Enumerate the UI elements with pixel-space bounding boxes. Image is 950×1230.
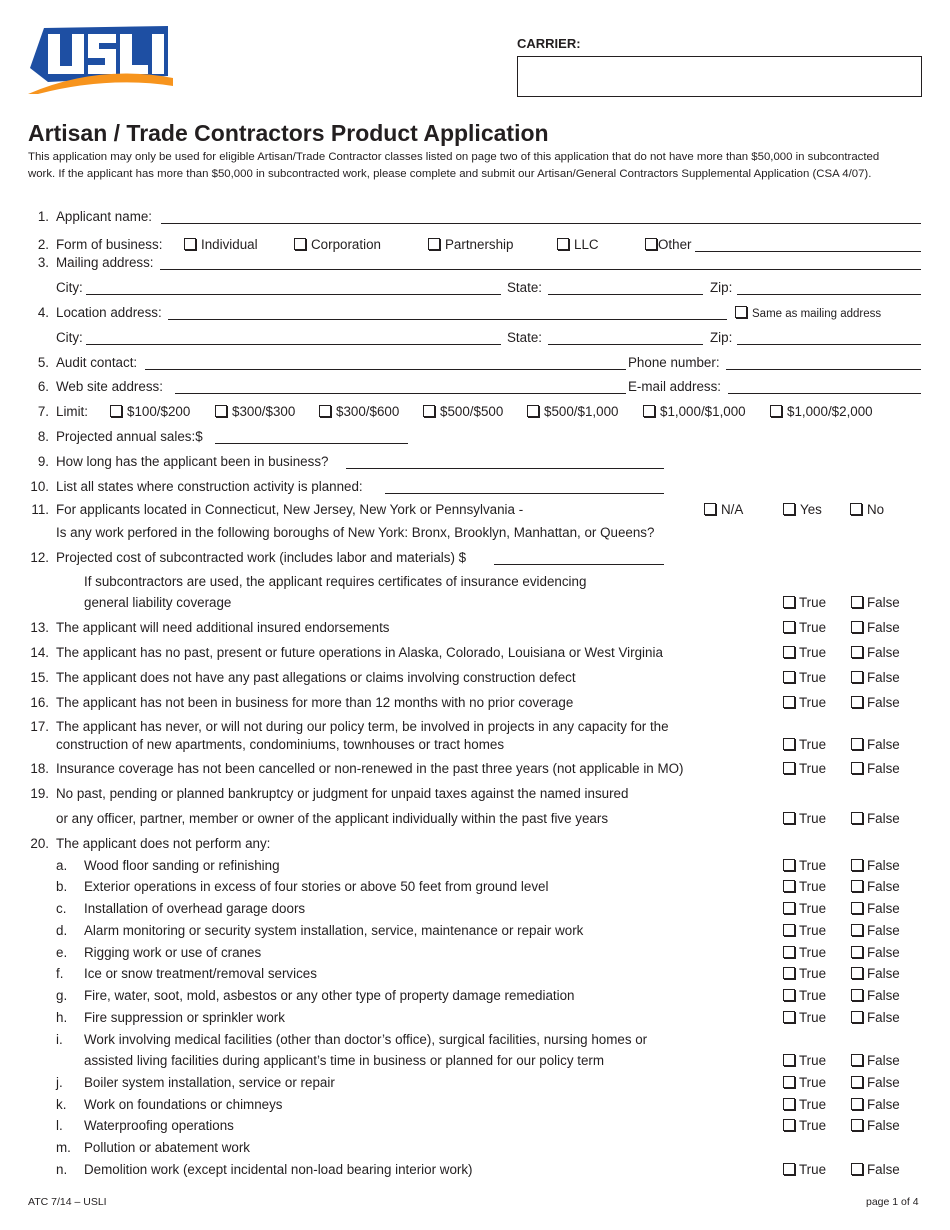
q12-sub-line1: If subcontractors are used, the applicant requires certificates of insurance evidencing: [84, 574, 587, 589]
website-field[interactable]: [175, 393, 626, 394]
checkbox[interactable]: [851, 1011, 863, 1023]
q2-number: 2.: [37, 237, 49, 252]
q2-label: Form of business:: [56, 237, 163, 252]
q1-number: 1.: [37, 209, 49, 224]
q10-label: List all states where construction activity is planned:: [56, 479, 363, 494]
q20k-letter: k.: [56, 1097, 67, 1112]
q20f-letter: f.: [56, 966, 64, 981]
audit-contact-field[interactable]: [145, 369, 626, 370]
q20i-letter: i.: [56, 1032, 63, 1047]
q11-no-option[interactable]: No: [850, 502, 884, 517]
q14-false-option[interactable]: False: [851, 645, 900, 660]
q20g-true-option[interactable]: True: [783, 988, 826, 1003]
usli-logo: [28, 24, 174, 99]
q19-true-option[interactable]: True: [783, 811, 826, 826]
checkbox[interactable]: [783, 924, 795, 936]
q16-true-option[interactable]: True: [783, 695, 826, 710]
q20j-text: Boiler system installation, service or repair: [84, 1075, 335, 1090]
q13-true-option[interactable]: True: [783, 620, 826, 635]
checkbox[interactable]: [783, 1011, 795, 1023]
q20k-false-option[interactable]: False: [851, 1097, 900, 1112]
mailing-zip-field[interactable]: [737, 294, 921, 295]
q3-label: Mailing address:: [56, 255, 154, 270]
q3-number: 3.: [37, 255, 49, 270]
q8-label: Projected annual sales:$: [56, 429, 203, 444]
q20e-letter: e.: [56, 945, 68, 960]
checkbox[interactable]: [851, 1098, 863, 1110]
checkbox[interactable]: [783, 880, 795, 892]
q20n-true-option[interactable]: True: [783, 1162, 826, 1177]
q12-true-option[interactable]: True: [783, 595, 826, 610]
q15-true-option[interactable]: True: [783, 670, 826, 685]
other-business-field[interactable]: [695, 251, 921, 252]
checkbox[interactable]: [851, 946, 863, 958]
q20b-true-option[interactable]: True: [783, 879, 826, 894]
location-address-field[interactable]: [168, 319, 727, 320]
checkbox[interactable]: [704, 503, 716, 515]
q20c-true-option[interactable]: True: [783, 901, 826, 916]
q20d-letter: d.: [56, 923, 68, 938]
checkbox[interactable]: [783, 859, 795, 871]
checkbox[interactable]: [783, 596, 795, 608]
q1-label: Applicant name:: [56, 209, 153, 224]
checkbox[interactable]: [294, 238, 306, 250]
page-number: page 1 of 4: [866, 1196, 919, 1208]
limit-300-300[interactable]: $300/$300: [215, 404, 295, 419]
checkbox[interactable]: [851, 621, 863, 633]
q20a-letter: a.: [56, 858, 68, 873]
checkbox[interactable]: [783, 671, 795, 683]
q20g-letter: g.: [56, 988, 68, 1003]
q14-text: The applicant has no past, present or future operations in Alaska, Colorado, Louisiana or West Virginia: [56, 645, 663, 660]
q20i-false-option[interactable]: False: [851, 1053, 900, 1068]
q10-number: 10.: [30, 479, 49, 494]
checkbox[interactable]: [184, 238, 196, 250]
q20j-false-option[interactable]: False: [851, 1075, 900, 1090]
intro-text: This application may only be used for eligible Artisan/Trade Contractor classes listed on page two of this application that do not have more than $50,000 in subcontracted work. If the applicant has more than $50,000 in subcontracted work, please complete and submit our Artisan/General Contractors Supplemental Application (CSA 4/07).: [28, 151, 880, 180]
checkbox[interactable]: [783, 967, 795, 979]
mailing-state-label: State:: [507, 280, 542, 295]
projected-sales-field[interactable]: [215, 443, 408, 444]
mailing-address-field[interactable]: [160, 269, 921, 270]
q6-label: Web site address:: [56, 379, 163, 394]
q13-false-option[interactable]: False: [851, 620, 900, 635]
checkbox[interactable]: [783, 902, 795, 914]
checkbox[interactable]: [851, 596, 863, 608]
q12-sub-line2: general liability coverage: [84, 595, 232, 610]
mailing-city-field[interactable]: [86, 294, 501, 295]
q4-number: 4.: [37, 305, 49, 320]
q4-label: Location address:: [56, 305, 162, 320]
q9-number: 9.: [37, 454, 49, 469]
checkbox[interactable]: [319, 405, 331, 417]
q9-label: How long has the applicant been in business?: [56, 454, 329, 469]
checkbox[interactable]: [527, 405, 539, 417]
q20i-text2: assisted living facilities during applicant’s time in business or planned for our policy term: [84, 1053, 605, 1068]
checkbox[interactable]: [215, 405, 227, 417]
q11-yes-option[interactable]: Yes: [783, 502, 822, 517]
email-field[interactable]: [728, 393, 921, 394]
limit-500-500[interactable]: $500/$500: [423, 404, 503, 419]
q11-na-option[interactable]: N/A: [704, 502, 743, 517]
mailing-state-field[interactable]: [548, 294, 703, 295]
checkbox[interactable]: [851, 924, 863, 936]
q18-text: Insurance coverage has not been cancelled or non-renewed in the past three years (not applicable in MO): [56, 761, 684, 776]
q11-line2: Is any work perfored in the following boroughs of New York: Bronx, Brooklyn, Manhattan, or Queens?: [56, 525, 655, 540]
option-llc[interactable]: LLC: [557, 237, 599, 252]
limit-300-600[interactable]: $300/$600: [319, 404, 399, 419]
q20h-text: Fire suppression or sprinkler work: [84, 1010, 285, 1025]
option-partnership[interactable]: Partnership: [428, 237, 513, 252]
q20d-true-option[interactable]: True: [783, 923, 826, 938]
carrier-label: CARRIER:: [517, 36, 581, 51]
checkbox[interactable]: [851, 1054, 863, 1066]
checkbox[interactable]: [783, 1054, 795, 1066]
checkbox[interactable]: [851, 738, 863, 750]
q18-true-option[interactable]: True: [783, 761, 826, 776]
q8-number: 8.: [37, 429, 49, 444]
q20h-letter: h.: [56, 1010, 68, 1025]
q19-line2: or any officer, partner, member or owner of the applicant individually within the past five years: [56, 811, 609, 826]
q20f-text: Ice or snow treatment/removal services: [84, 966, 317, 981]
q17-true-option[interactable]: True: [783, 737, 826, 752]
limit-100-200[interactable]: $100/$200: [110, 404, 190, 419]
q20i-text: Work involving medical facilities (other than doctor’s office), surgical facilities, nursing homes or: [84, 1032, 648, 1047]
checkbox[interactable]: [851, 1076, 863, 1088]
checkbox[interactable]: [783, 738, 795, 750]
same-as-mailing-option[interactable]: Same as mailing address: [735, 306, 881, 320]
checkbox[interactable]: [783, 1076, 795, 1088]
checkbox[interactable]: [783, 762, 795, 774]
q20a-false-option[interactable]: False: [851, 858, 900, 873]
q15-false-option[interactable]: False: [851, 670, 900, 685]
q20b-letter: b.: [56, 879, 68, 894]
form-code: ATC 7/14 – USLI: [28, 1196, 107, 1208]
q20e-false-option[interactable]: False: [851, 945, 900, 960]
q19-line1: No past, pending or planned bankruptcy or judgment for unpaid taxes against the named insured: [56, 786, 629, 801]
q20n-letter: n.: [56, 1162, 68, 1177]
checkbox[interactable]: [851, 696, 863, 708]
q20g-text: Fire, water, soot, mold, asbestos or any other type of property damage remediation: [84, 988, 575, 1003]
q17-number: 17.: [30, 719, 49, 734]
q13-number: 13.: [30, 620, 49, 635]
q19-false-option[interactable]: False: [851, 811, 900, 826]
checkbox[interactable]: [851, 989, 863, 1001]
location-city-label: City:: [56, 330, 83, 345]
q5-label: Audit contact:: [56, 355, 138, 370]
checkbox[interactable]: [783, 621, 795, 633]
location-zip-field[interactable]: [737, 344, 921, 345]
location-city-field[interactable]: [86, 344, 501, 345]
checkbox[interactable]: [851, 762, 863, 774]
q20j-letter: j.: [56, 1075, 63, 1090]
checkbox[interactable]: [783, 812, 795, 824]
q18-number: 18.: [30, 761, 49, 776]
q6-number: 6.: [37, 379, 49, 394]
checkbox[interactable]: [851, 880, 863, 892]
q17-false-option[interactable]: False: [851, 737, 900, 752]
checkbox[interactable]: [557, 238, 569, 250]
q17-line2: construction of new apartments, condominiums, townhouses or tract homes: [56, 737, 505, 752]
carrier-input[interactable]: [517, 56, 922, 97]
checkbox[interactable]: [851, 902, 863, 914]
q13-text: The applicant will need additional insured endorsements: [56, 620, 390, 635]
q20l-false-option[interactable]: False: [851, 1118, 900, 1133]
checkbox[interactable]: [783, 1163, 795, 1175]
q20b-false-option[interactable]: False: [851, 879, 900, 894]
q11-number: 11.: [31, 502, 49, 517]
applicant-name-field[interactable]: [161, 223, 921, 224]
q20g-false-option[interactable]: False: [851, 988, 900, 1003]
option-other[interactable]: Other: [645, 237, 692, 252]
q18-false-option[interactable]: False: [851, 761, 900, 776]
checkbox[interactable]: [428, 238, 440, 250]
limit-1000-1000[interactable]: $1,000/$1,000: [643, 404, 746, 419]
q20-text: The applicant does not perform any:: [56, 836, 271, 851]
q19-number: 19.: [30, 786, 49, 801]
q16-number: 16.: [30, 695, 49, 710]
limit-500-1000[interactable]: $500/$1,000: [527, 404, 618, 419]
option-corporation[interactable]: Corporation: [294, 237, 381, 252]
q20h-true-option[interactable]: True: [783, 1010, 826, 1025]
checkbox[interactable]: [851, 1119, 863, 1131]
q5-number: 5.: [37, 355, 49, 370]
checkbox[interactable]: [423, 405, 435, 417]
phone-field[interactable]: [726, 369, 921, 370]
q15-text: The applicant does not have any past allegations or claims involving construction defect: [56, 670, 576, 685]
checkbox[interactable]: [851, 967, 863, 979]
q14-number: 14.: [30, 645, 49, 660]
q20c-text: Installation of overhead garage doors: [84, 901, 306, 916]
q15-number: 15.: [30, 670, 49, 685]
subcontracted-cost-field[interactable]: [494, 564, 664, 565]
checkbox[interactable]: [783, 946, 795, 958]
q20e-true-option[interactable]: True: [783, 945, 826, 960]
q20i-true-option[interactable]: True: [783, 1053, 826, 1068]
q20a-true-option[interactable]: True: [783, 858, 826, 873]
checkbox[interactable]: [851, 812, 863, 824]
checkbox[interactable]: [851, 1163, 863, 1175]
q20-number: 20.: [30, 836, 49, 851]
checkbox[interactable]: [645, 238, 657, 250]
q20n-text: Demolition work (except incidental non-load bearing interior work): [84, 1162, 473, 1177]
q17-line1: The applicant has never, or will not during our policy term, be involved in projects in any capacity for the: [56, 719, 669, 734]
checkbox[interactable]: [851, 646, 863, 658]
q20f-false-option[interactable]: False: [851, 966, 900, 981]
q20h-false-option[interactable]: False: [851, 1010, 900, 1025]
q20n-false-option[interactable]: False: [851, 1162, 900, 1177]
usli-logo-graphic: [28, 24, 174, 96]
checkbox[interactable]: [783, 696, 795, 708]
checkbox[interactable]: [783, 989, 795, 1001]
q16-text: The applicant has not been in business for more than 12 months with no prior coverage: [56, 695, 574, 710]
checkbox[interactable]: [851, 671, 863, 683]
checkbox[interactable]: [735, 306, 747, 318]
q20b-text: Exterior operations in excess of four stories or above 50 feet from ground level: [84, 879, 549, 894]
q20c-false-option[interactable]: False: [851, 901, 900, 916]
checkbox[interactable]: [643, 405, 655, 417]
checkbox[interactable]: [783, 1119, 795, 1131]
checkbox[interactable]: [783, 503, 795, 515]
q16-false-option[interactable]: False: [851, 695, 900, 710]
q12-number: 12.: [30, 550, 49, 565]
phone-label: Phone number:: [628, 355, 720, 370]
states-field[interactable]: [385, 493, 664, 494]
q20l-text: Waterproofing operations: [84, 1118, 234, 1133]
q20k-true-option[interactable]: True: [783, 1097, 826, 1112]
q7-label: Limit:: [56, 404, 88, 419]
q20l-true-option[interactable]: True: [783, 1118, 826, 1133]
checkbox[interactable]: [110, 405, 122, 417]
checkbox[interactable]: [770, 405, 782, 417]
q14-true-option[interactable]: True: [783, 645, 826, 660]
q20d-false-option[interactable]: False: [851, 923, 900, 938]
q20m-text: Pollution or abatement work: [84, 1140, 250, 1155]
q20e-text: Rigging work or use of cranes: [84, 945, 262, 960]
q11-label: For applicants located in Connecticut, New Jersey, New York or Pennsylvania -: [56, 502, 524, 517]
location-state-label: State:: [507, 330, 542, 345]
limit-1000-2000[interactable]: $1,000/$2,000: [770, 404, 873, 419]
checkbox[interactable]: [851, 859, 863, 871]
location-zip-label: Zip:: [710, 330, 733, 345]
q20a-text: Wood floor sanding or refinishing: [84, 858, 280, 873]
q20m-letter: m.: [56, 1140, 71, 1155]
q7-number: 7.: [37, 404, 49, 419]
q12-label: Projected cost of subcontracted work (includes labor and materials) $: [56, 550, 467, 565]
q20f-true-option[interactable]: True: [783, 966, 826, 981]
email-label: E-mail address:: [628, 379, 722, 394]
mailing-city-label: City:: [56, 280, 83, 295]
mailing-zip-label: Zip:: [710, 280, 733, 295]
location-state-field[interactable]: [548, 344, 703, 345]
checkbox[interactable]: [783, 646, 795, 658]
q20k-text: Work on foundations or chimneys: [84, 1097, 283, 1112]
q20c-letter: c.: [56, 901, 67, 916]
q20l-letter: l.: [56, 1118, 63, 1133]
checkbox[interactable]: [850, 503, 862, 515]
years-in-business-field[interactable]: [346, 468, 664, 469]
q20d-text: Alarm monitoring or security system installation, service, maintenance or repair work: [84, 923, 584, 938]
option-individual[interactable]: Individual: [184, 237, 258, 252]
q20j-true-option[interactable]: True: [783, 1075, 826, 1090]
checkbox[interactable]: [783, 1098, 795, 1110]
page-title: Artisan / Trade Contractors Product Application: [28, 120, 549, 146]
q12-false-option[interactable]: False: [851, 595, 900, 610]
